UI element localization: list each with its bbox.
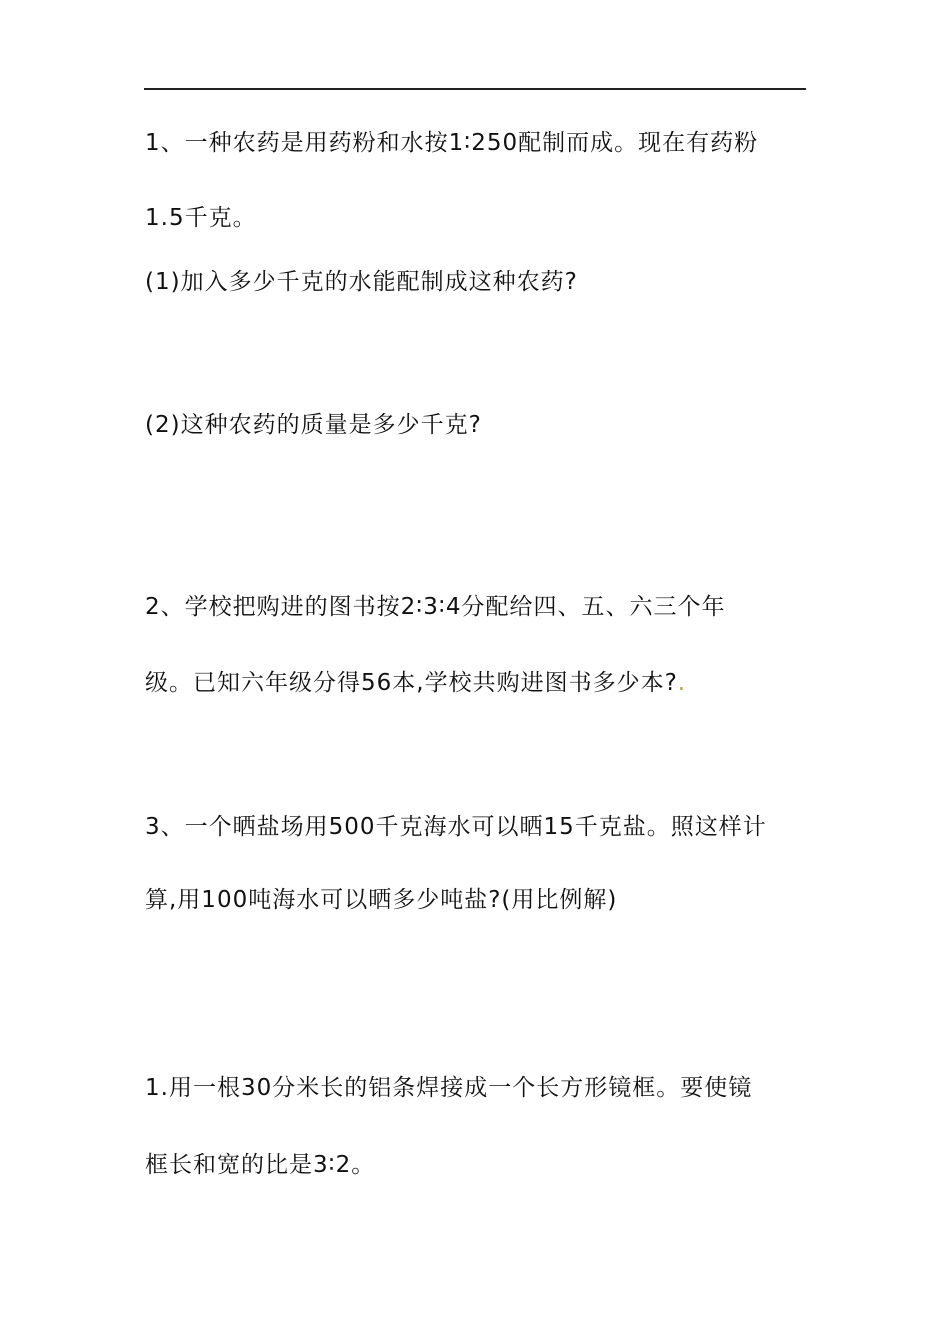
problem-2-line-2 bbox=[145, 668, 686, 698]
top-divider bbox=[144, 88, 806, 90]
problem-1-sub-question-1: (1)加入多少千克的水能配制成这种农药? bbox=[145, 269, 578, 295]
problem-1-line-2: 1.5千克。 bbox=[145, 205, 257, 231]
problem-2-line-1: 2、学校把购进的图书按2∶3∶4分配给四、五、六三个年 bbox=[145, 594, 726, 620]
problem-2-line-2-text: 级。已知六年级分得56本,学校共购进图书多少本? bbox=[145, 670, 678, 696]
problem-3-line-1: 3、一个晒盐场用500千克海水可以晒15千克盐。照这样计 bbox=[145, 814, 767, 840]
trailing-dot-mark: . bbox=[677, 670, 687, 696]
problem-1-line-1: 1、一种农药是用药粉和水按1∶250配制而成。现在有药粉 bbox=[145, 130, 759, 156]
problem-3-line-2: 算,用100吨海水可以晒多少吨盐?(用比例解) bbox=[145, 887, 618, 913]
problem-4-line-2: 框长和宽的比是3∶2。 bbox=[145, 1152, 376, 1178]
problem-1-sub-question-2: (2)这种农药的质量是多少千克? bbox=[145, 412, 482, 438]
problem-4-line-1: 1.用一根30分米长的铝条焊接成一个长方形镜框。要使镜 bbox=[145, 1075, 753, 1101]
